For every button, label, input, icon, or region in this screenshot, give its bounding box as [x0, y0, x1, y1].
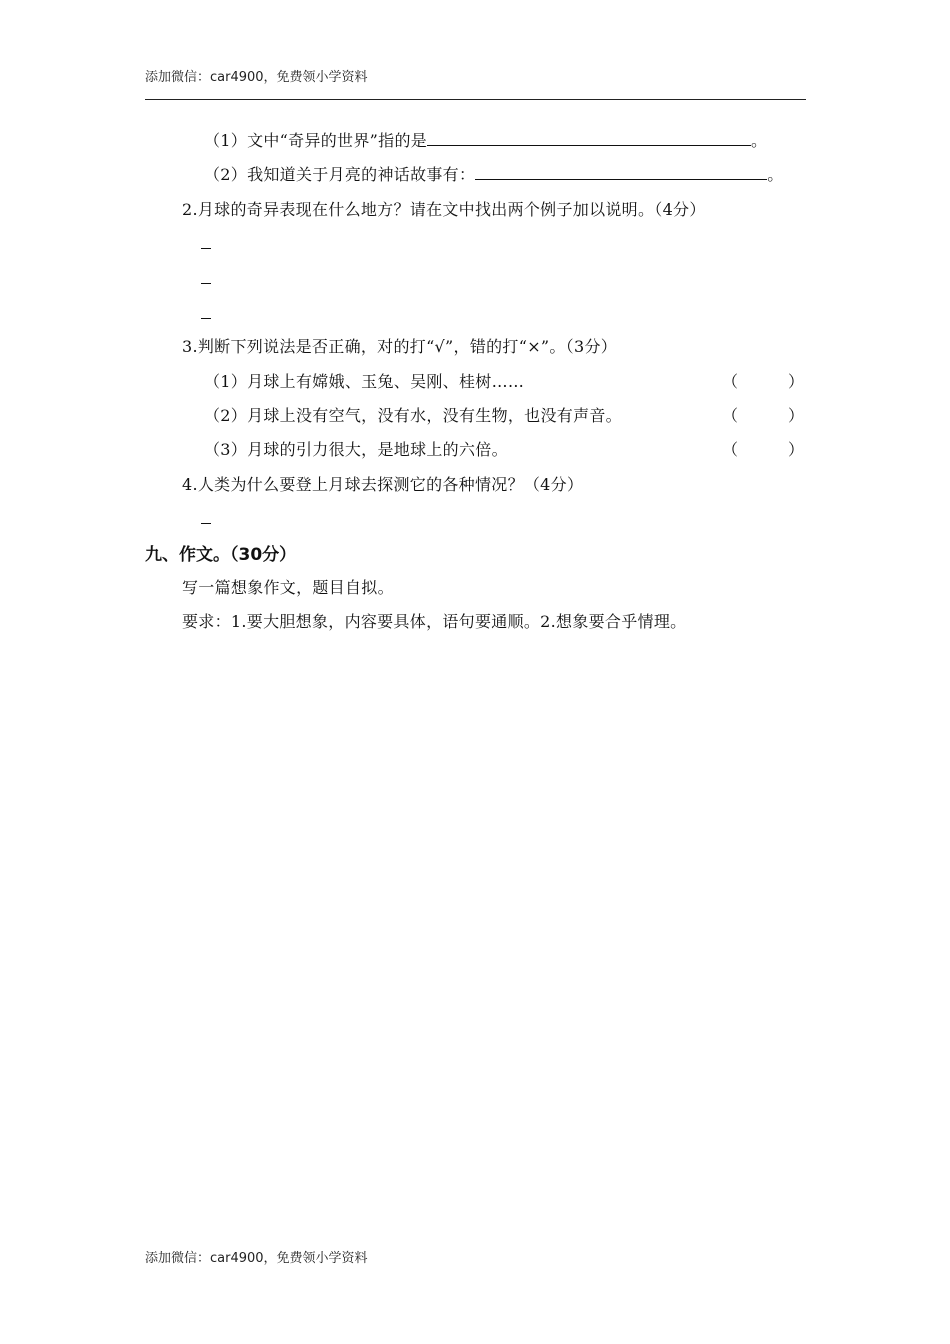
header-text: 添加微信：car4900，免费领小学资料: [145, 70, 368, 85]
q3-item-1-paren-close: ）: [788, 372, 805, 391]
q1-sub1-answer-blank[interactable]: [427, 131, 751, 146]
q3-item-2-paren-open: （: [722, 406, 739, 425]
q1-sub1-suffix: 。: [751, 131, 768, 150]
q3-text: 3.判断下列说法是否正确，对的打“√”，错的打“×”。（3分）: [182, 337, 618, 356]
q4-answer-line[interactable]: [201, 509, 211, 528]
section-9-title: 九、作文。（30分）: [145, 545, 297, 565]
q1-sub1: [204, 128, 767, 151]
q3-item-3-text: （3）月球的引力很大，是地球上的六倍。: [204, 440, 508, 459]
q3-item-1-paren-open: （: [722, 372, 739, 391]
q3-item-2-paren-close: ）: [788, 406, 805, 425]
q3-item-3-paren-close: ）: [788, 440, 805, 459]
q3-item-3-answer-box[interactable]: [740, 437, 786, 457]
q4-text: 4.人类为什么要登上月球去探测它的各种情况？（4分）: [182, 475, 584, 494]
q3-item-2-answer-box[interactable]: [740, 403, 786, 423]
q2-answer-line-2[interactable]: [201, 269, 211, 288]
q1-sub2-suffix: 。: [767, 165, 784, 184]
q2-answer-line-1[interactable]: [201, 234, 211, 253]
q1-sub2-prefix: （2）我知道关于月亮的神话故事有：: [204, 165, 476, 184]
q3-item-1-answer-box[interactable]: [740, 369, 786, 389]
section-9-requirements: 要求：1.要大胆想象，内容要具体，语句要通顺。2.想象要合乎情理。: [182, 612, 687, 631]
q1-sub2: [204, 162, 784, 185]
q2-answer-line-3[interactable]: [201, 304, 211, 323]
footer-text: 添加微信：car4900，免费领小学资料: [145, 1251, 368, 1266]
q1-sub1-prefix: （1）文中“奇异的世界”指的是: [204, 131, 428, 150]
section-9-prompt: 写一篇想象作文，题目自拟。: [182, 578, 394, 597]
q3-item-1-text: （1）月球上有嫦娥、玉兔、吴刚、桂树……: [204, 372, 525, 391]
q3-item-3-paren-open: （: [722, 440, 739, 459]
q1-sub2-answer-blank[interactable]: [475, 165, 767, 180]
q2-text: 2.月球的奇异表现在什么地方？请在文中找出两个例子加以说明。（4分）: [182, 200, 706, 219]
header-rule: [145, 99, 806, 100]
q3-item-2-text: （2）月球上没有空气，没有水，没有生物，也没有声音。: [204, 406, 622, 425]
